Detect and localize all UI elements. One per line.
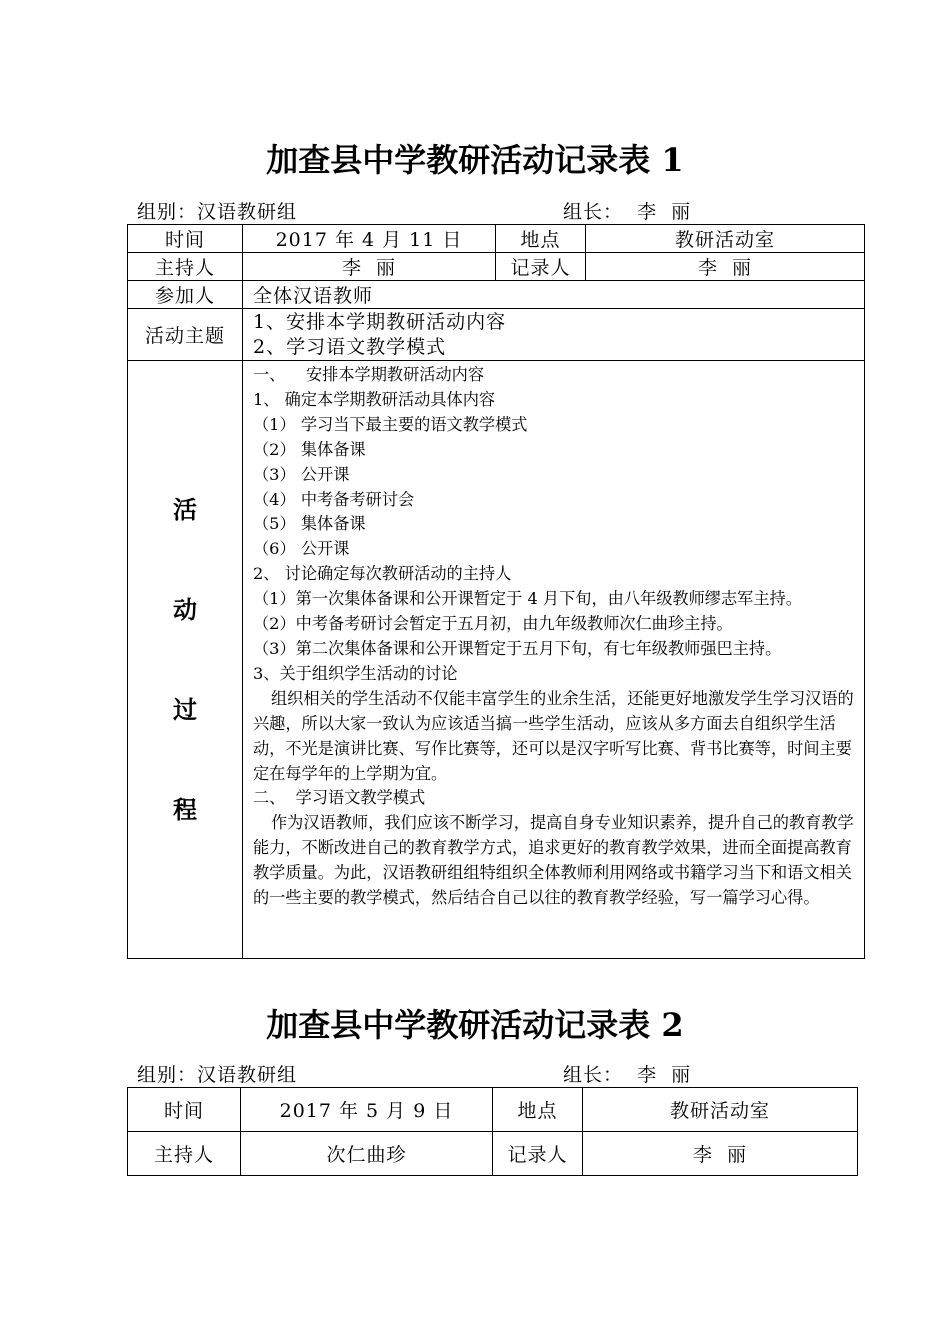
process-label-char: 活 xyxy=(173,494,197,524)
process-line: （2） 集体备课 xyxy=(253,439,366,459)
process-line: （3） 公开课 xyxy=(253,464,350,484)
topic-item: 1、安排本学期教研活动内容 xyxy=(253,310,507,333)
process-label-char: 过 xyxy=(173,694,197,724)
time-label: 时间 xyxy=(128,225,243,253)
time-label: 时间 xyxy=(128,1088,241,1132)
process-label-char: 程 xyxy=(173,794,197,824)
process-label xyxy=(128,361,243,959)
process-line: （2）中考备考研讨会暂定于五月初，由九年级教师次仁曲珍主持。 xyxy=(253,614,733,634)
record1-row-time xyxy=(128,225,865,253)
process-line: 1、 确定本学期教研活动具体内容 xyxy=(253,389,496,409)
topic-list xyxy=(243,309,865,361)
process-paragraph: 组织相关的学生活动不仅能丰富学生的业余生活，还能更好地激发学生学习汉语的兴趣，所以大家一致认为应该适当搞一些学生活动，应该从多方面去自组织学生活动，不光是演讲比赛、写作比赛等，还可以是汉字听写比赛、背书比赛等，时间主要定在每学年的上学期为宜。 xyxy=(253,688,854,783)
process-label-char: 动 xyxy=(173,594,197,624)
host-label: 主持人 xyxy=(128,253,243,281)
host-value: 次仁曲珍 xyxy=(241,1132,493,1176)
process-line: （1） 学习当下最主要的语文教学模式 xyxy=(253,414,528,434)
record2-row-time xyxy=(128,1088,858,1132)
participants-value: 全体汉语教师 xyxy=(243,281,865,309)
topic-item: 2、学习语文教学模式 xyxy=(253,335,447,358)
process-line: 2、 讨论确定每次教研活动的主持人 xyxy=(253,564,512,584)
host-value: 李 丽 xyxy=(243,253,496,281)
place-label: 地点 xyxy=(496,225,586,253)
process-line: （4） 中考备考研讨会 xyxy=(253,489,415,509)
record2-row-host xyxy=(128,1132,858,1176)
record1-row-process xyxy=(128,361,865,959)
participants-label: 参加人 xyxy=(128,281,243,309)
process-line: 一、 安排本学期教研活动内容 xyxy=(253,365,485,384)
record1-row-host xyxy=(128,253,865,281)
record2-table xyxy=(127,1087,858,1176)
record1-row-topic xyxy=(128,309,865,361)
place-value: 教研活动室 xyxy=(583,1088,858,1132)
record1-group-label: 组别：汉语教研组 xyxy=(137,201,298,223)
record2-leader-label: 组长： 李 丽 xyxy=(563,1064,692,1086)
recorder-value: 李 丽 xyxy=(586,253,865,281)
place-value: 教研活动室 xyxy=(586,225,865,253)
record1-title: 加查县中学教研活动记录表 1 xyxy=(266,141,684,179)
recorder-label: 记录人 xyxy=(493,1132,583,1176)
place-label: 地点 xyxy=(493,1088,583,1132)
process-line: （6） 公开课 xyxy=(253,539,350,559)
process-content xyxy=(243,361,865,959)
record2-title: 加查县中学教研活动记录表 2 xyxy=(266,1006,684,1044)
host-label: 主持人 xyxy=(128,1132,241,1176)
process-line: 二、 学习语文教学模式 xyxy=(253,788,426,808)
process-line: （5） 集体备课 xyxy=(253,514,366,534)
process-line: （3）第二次集体备课和公开课暂定于五月下旬，有七年级教师强巴主持。 xyxy=(253,638,782,658)
process-line: 3、关于组织学生活动的讨论 xyxy=(253,663,458,683)
record1-leader-label: 组长： 李 丽 xyxy=(563,201,692,223)
record1-row-participants xyxy=(128,281,865,309)
time-value: 2017 年 4 月 11 日 xyxy=(243,225,496,253)
topic-label: 活动主题 xyxy=(128,309,243,361)
time-value: 2017 年 5 月 9 日 xyxy=(241,1088,493,1132)
recorder-label: 记录人 xyxy=(496,253,586,281)
record1-table xyxy=(127,224,865,959)
process-paragraph: 作为汉语教师，我们应该不断学习，提高自身专业知识素养，提升自己的教育教学能力，不断改进自己的教育教学方式，追求更好的教育教学效果，进而全面提高教育教学质量。为此，汉语教研组组特组织全体教师利用网络或书籍学习当下和语文相关的一些主要的教学模式，然后结合自己以往的教育教学经验，写一篇学习心得。 xyxy=(253,813,854,908)
record2-group-label: 组别：汉语教研组 xyxy=(137,1064,298,1086)
process-line: （1）第一次集体备课和公开课暂定于 4 月下旬，由八年级教师缪志军主持。 xyxy=(253,589,802,609)
recorder-value: 李 丽 xyxy=(583,1132,858,1176)
